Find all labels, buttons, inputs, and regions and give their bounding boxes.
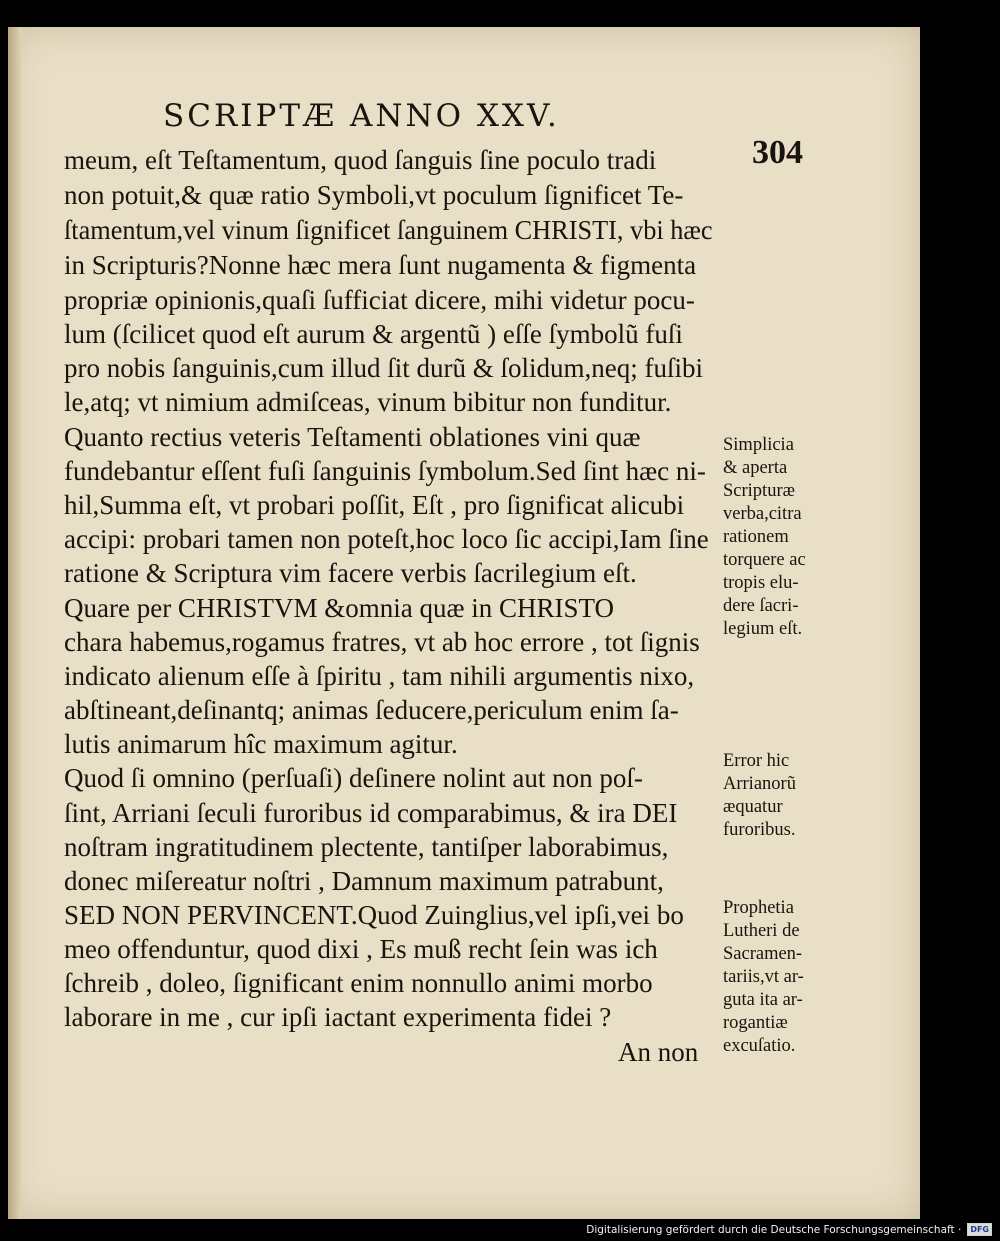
margin-line: tariis,vt ar-: [723, 967, 804, 987]
text-line: ratione & Scriptura vim facere verbis ſacrilegium eſt.: [64, 558, 637, 588]
dfg-logo-icon: DFG: [967, 1223, 992, 1236]
text-line: Quare per CHRISTVM &omnia quæ in CHRISTO: [64, 593, 614, 623]
text-line: laborare in me , cur ipſi iactant experimenta fidei ?: [64, 1002, 612, 1032]
text-line: ſchreib , doleo, ſignificant enim nonnullo animi morbo: [64, 968, 653, 998]
margin-line: Lutheri de: [723, 921, 800, 941]
margin-line: furoribus.: [723, 820, 796, 840]
margin-line: & aperta: [723, 458, 788, 478]
page-number: 304: [752, 134, 803, 171]
text-line: in Scripturis?Nonne hæc mera ſunt nugamenta & figmenta: [64, 250, 697, 280]
margin-line: dere ſacri-: [723, 596, 799, 616]
text-line: chara habemus,rogamus fratres, vt ab hoc errore , tot ſignis: [64, 627, 700, 657]
margin-line: guta ita ar-: [723, 990, 803, 1010]
text-line: le,atq; vt nimium admiſceas, vinum bibitur non funditur.: [64, 387, 672, 417]
digitization-credit: [586, 1223, 992, 1236]
margin-line: torquere ac: [723, 550, 806, 570]
page-gutter: [8, 27, 22, 1219]
text-line: noſtram ingratitudinem plectente, tantiſper laborabimus,: [64, 832, 669, 862]
margin-line: Arrianorũ: [723, 774, 796, 794]
margin-line: Simplicia: [723, 435, 794, 455]
text-line: abſtineant,deſinantq; animas ſeducere,periculum enim ſa-: [64, 695, 679, 725]
margin-line: Prophetia: [723, 898, 794, 918]
text-line: meum, eſt Teſtamentum, quod ſanguis ſine poculo tradi: [64, 145, 657, 175]
text-line: pro nobis ſanguinis,cum illud ſit durũ & ſolidum,neq; fuſibi: [64, 353, 703, 383]
book-page: [8, 27, 920, 1219]
credit-text: Digitalisierung gefördert durch die Deutsche Forschungsgemeinschaft ·: [586, 1223, 962, 1236]
margin-line: Error hic: [723, 751, 790, 771]
margin-line: tropis elu-: [723, 573, 799, 593]
text-line: accipi: probari tamen non poteſt,hoc loco ſic accipi,Iam ſine: [64, 524, 709, 554]
text-line: fundebantur eſſent fuſi ſanguinis ſymbolum.Sed ſint hæc ni-: [64, 456, 706, 486]
text-line: Quod ſi omnino (perſuaſi) deſinere nolint aut non poſ-: [64, 763, 643, 793]
catchword-line: An non: [618, 1037, 699, 1067]
margin-line: æquatur: [723, 797, 783, 817]
text-line: indicato alienum eſſe à ſpiritu , tam nihili argumentis nixo,: [64, 661, 695, 691]
text-line: donec miſereatur noſtri , Damnum maximum patrabunt,: [64, 866, 664, 896]
text-line: SED NON PERVINCENT.Quod Zuinglius,vel ipſi,vei bo: [64, 900, 684, 930]
margin-line: rogantiæ: [723, 1013, 788, 1033]
margin-line: verba,citra: [723, 504, 802, 524]
text-line: ſtamentum,vel vinum ſignificet ſanguinem CHRISTI, vbi hæc: [64, 215, 713, 245]
text-line: Quanto rectius veteris Teſtamenti oblationes vini quæ: [64, 422, 641, 452]
margin-line: excuſatio.: [723, 1036, 796, 1056]
text-line: non potuit,& quæ ratio Symboli,vt poculum ſignificet Te-: [64, 180, 684, 210]
text-line: ſint, Arriani ſeculi furoribus id comparabimus, & ira DEI: [64, 798, 678, 828]
text-line: hil,Summa eſt, vt probari poſſit, Eſt , pro ſignificat alicubi: [64, 490, 685, 520]
margin-line: rationem: [723, 527, 789, 547]
margin-line: legium eſt.: [723, 619, 803, 639]
running-head: SCRIPTÆ ANNO XXV.: [163, 98, 560, 134]
margin-line: Scripturæ: [723, 481, 795, 501]
text-line: lutis animarum hîc maximum agitur.: [64, 729, 458, 759]
text-line: meo offenduntur, quod dixi , Es muß recht ſein was ich: [64, 934, 658, 964]
text-line: propriæ opinionis,quaſi ſufficiat dicere, mihi videtur pocu-: [64, 285, 695, 315]
margin-line: Sacramen-: [723, 944, 803, 964]
text-line: lum (ſcilicet quod eſt aurum & argentũ ) eſſe ſymbolũ fuſi: [64, 319, 683, 349]
